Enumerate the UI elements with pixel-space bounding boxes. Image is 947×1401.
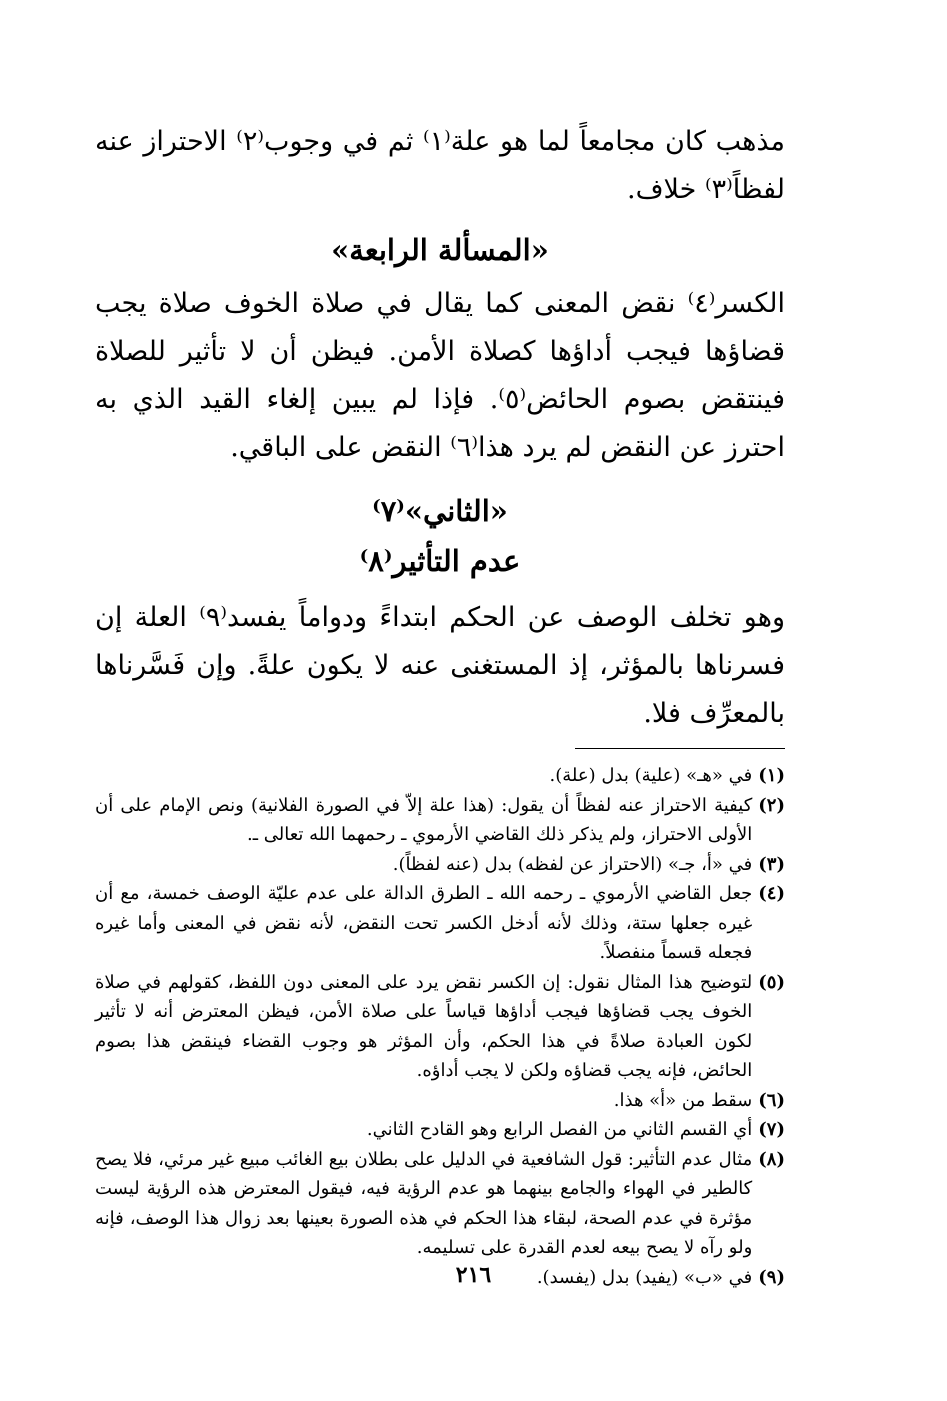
heading-fourth-question: «المسألة الرابعة» xyxy=(331,233,549,267)
footnote-text: في «هـ» (علية) بدل (علة). xyxy=(549,765,753,786)
footnote-number: (٢) xyxy=(758,794,785,816)
heading-second: «الثاني»⁽٧⁾ xyxy=(372,494,508,528)
footnote-number: (٨) xyxy=(758,1148,785,1170)
footnote-item xyxy=(95,850,785,880)
paragraph-opening: مذهب كان مجامعاً لما هو علة⁽١⁾ ثم في وجوب⁽٢⁾ الاحتراز عنه لفظاً⁽٣⁾ خلاف. xyxy=(95,126,785,205)
footnote-item xyxy=(95,1086,785,1116)
footnote-number: (٤) xyxy=(758,883,785,904)
footnote-number: (٩) xyxy=(758,1266,785,1288)
footnote-text: سقط من «أ» هذا. xyxy=(613,1089,753,1111)
page-number: ٢١٦ xyxy=(455,1262,492,1288)
footnote-item xyxy=(95,761,785,791)
footnote-text: كيفية الاحتراز عنه لفظاً أن يقول: (هذا علة إلاّ في الصورة الفلانية) ونص الإمام على أن الأولى الاحتراز، ولم يذكر ذلك القاضي الأرموي ـ رحمهما الله تعالى ـ. xyxy=(95,794,753,845)
footnote-number: (٦) xyxy=(758,1089,785,1111)
heading-lack-of-effect: عدم التأثير⁽٨⁾ xyxy=(359,544,521,578)
footnote-number: (٥) xyxy=(758,971,785,993)
footnote-text: لتوضيح هذا المثال نقول: إن الكسر نقض يرد على المعنى دون اللفظ، كقولهم في صلاة الخوف يجب قضاؤها فيجب أداؤها قياساً على صلاة الأمن، فيظن المعترض أنه لا تأثير لكون العبادة صلاةً في هذا الحكم، وأن المؤثر هو وجوب القضاء فينقض هذا بصوم الحائض، فإنه يجب قضاؤه ولكن لا يجب أداؤه. xyxy=(95,971,753,1081)
footnote-number: (٣) xyxy=(758,853,785,875)
footnote-separator xyxy=(575,748,785,749)
footnote-item xyxy=(95,968,785,1086)
footnote-item xyxy=(95,879,785,968)
footnote-text: أي القسم الثاني من الفصل الرابع وهو القادح الثاني. xyxy=(366,1119,753,1140)
footnote-number: (١) xyxy=(758,765,785,786)
footnote-text: في «أ، جـ» (الاحتراز عن لفظه) بدل (عنه لفظاً). xyxy=(392,853,753,875)
footnote-text: في «ب» (يفيد) بدل (يفسد). xyxy=(536,1266,753,1288)
footnote-item xyxy=(95,791,785,850)
footnote-item xyxy=(95,1115,785,1145)
footnote-text: مثال عدم التأثير: قول الشافعية في الدليل على بطلان بيع الغائب مبيع غير مرئي، فلا يصح كالطير في الهواء والجامع بينهما هو عدم الرؤية فيه، فيقول المعترض هذه الرؤية ليست مؤثرة في عدم الصحة، لبقاء هذا الحكم في هذه الصورة بعينها بعد زوال هذا الوصف، فإنه ولو رآه لا يصح بيعه لعدم القدرة على تسليمه. xyxy=(95,1148,753,1258)
footnote-item xyxy=(95,1145,785,1263)
footnote-text: جعل القاضي الأرموي ـ رحمه الله ـ الطرق الدالة على عدم عليّة الوصف خمسة، مع أن غيره جعلها ستة، وذلك لأنه أدخل الكسر تحت النقض، لأنه نقض في المعنى وأما غيره فجعله قسماً منفصلاً. xyxy=(95,883,753,963)
paragraph-lack-of-effect: وهو تخلف الوصف عن الحكم ابتداءً ودواماً يفسد⁽٩⁾ العلة إن فسرناها بالمؤثر، إذ المستغنى عنه لا يكون علةً. وإن فَسَّرناها بالمعرِّف فلا. xyxy=(95,602,786,729)
footnotes xyxy=(95,761,785,1292)
page-body xyxy=(95,118,785,1292)
paragraph-kasr: الكسر⁽٤⁾ نقض المعنى كما يقال في صلاة الخوف صلاة يجب قضاؤها فيجب أداؤها كصلاة الأمن. فيظن أن لا تأثير للصلاة فينتقض بصوم الحائض⁽٥⁾. فإذا لم يبين إلغاء القيد الذي به احترز عن النقض لم يرد هذا⁽٦⁾ النقض على الباقي. xyxy=(95,288,785,463)
footnote-number: (٧) xyxy=(758,1119,785,1140)
